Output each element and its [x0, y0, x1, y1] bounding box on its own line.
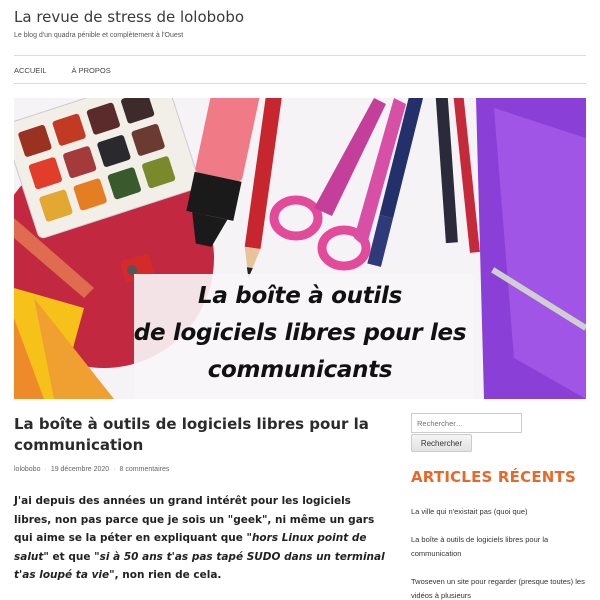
meta-separator: ·: [113, 466, 116, 473]
excerpt-part: J'ai depuis des années un grand intérêt pour les logiciels libres, non pas parce que je sois un "geek", ni même un gars qui aime se la péter en expliquant que: [14, 495, 375, 544]
main-navigation: [14, 66, 111, 75]
hero-line-2: de logiciels libres pour les: [133, 320, 467, 346]
recent-post-link[interactable]: La ville qui n'existait pas (quoi que): [411, 507, 528, 516]
nav-item-accueil[interactable]: ACCUEIL: [14, 66, 47, 75]
excerpt-part: , non rien de cela.: [114, 569, 222, 581]
excerpt-quote: "hors Linux point de salut": [14, 532, 367, 563]
search-input[interactable]: [411, 413, 522, 433]
site-description: Le blog d'un quadra pénible et complètement à l'Ouest: [14, 32, 184, 39]
recent-posts-title: ARTICLES RÉCENTS: [411, 468, 576, 486]
recent-post-link[interactable]: La boîte à outils de logiciels libres pour la communication: [411, 535, 549, 558]
search-button[interactable]: Rechercher: [411, 434, 472, 452]
excerpt-quote: "si à 50 ans t'as pas tapé SUDO dans un terminal t'as loupé ta vie": [14, 550, 385, 581]
recent-post-link[interactable]: Twoseven un site pour regarder (presque toutes) les vidéos à plusieurs: [411, 577, 585, 600]
hero-line-1: La boîte à outils: [198, 283, 402, 309]
meta-separator: ·: [44, 466, 47, 473]
featured-image[interactable]: [14, 98, 586, 399]
post-meta: [14, 466, 169, 473]
post-date[interactable]: 19 décembre 2020: [50, 466, 110, 473]
hero-line-3: communicants: [207, 357, 393, 383]
post-title[interactable]: La boîte à outils de logiciels libres pour la communication: [14, 415, 369, 454]
hero-caption: [14, 278, 586, 389]
post-excerpt: [14, 492, 389, 585]
excerpt-part: et que: [48, 550, 95, 563]
post-author[interactable]: lolobobo: [14, 466, 41, 473]
nav-item-a-propos[interactable]: À PROPOS: [71, 66, 111, 75]
recent-posts-list: [411, 505, 589, 600]
nav-divider: [14, 83, 586, 84]
header-divider: [14, 55, 586, 56]
post-comments[interactable]: 8 commentaires: [119, 466, 170, 473]
site-title[interactable]: La revue de stress de lolobobo: [14, 8, 245, 26]
